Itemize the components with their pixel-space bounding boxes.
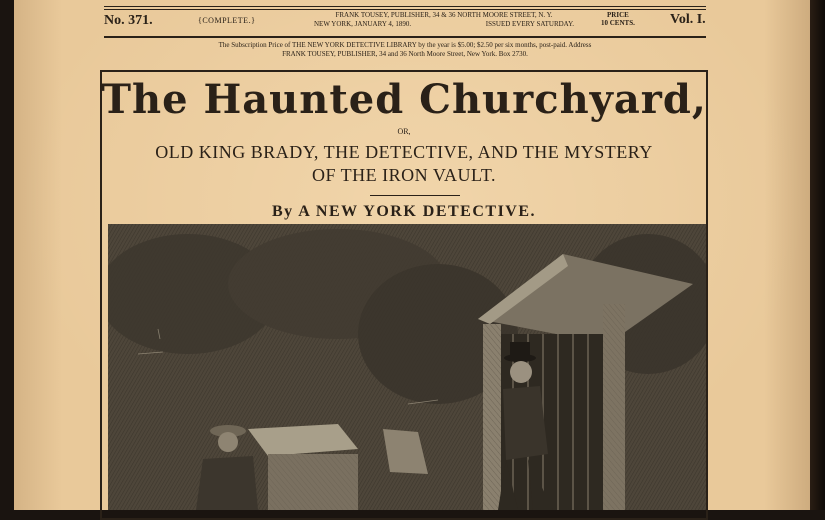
subtitle-line-1: OLD KING BRADY, THE DETECTIVE, AND THE MYSTERY [155, 142, 653, 162]
story-subtitle [100, 141, 708, 187]
price-label: PRICE [607, 11, 629, 19]
subscription-line-2: FRANK TOUSEY, PUBLISHER, 34 and 36 North Moore Street, New York. Box 2730. [282, 50, 528, 58]
top-strip-text [275, 0, 545, 5]
title-or: OR, [397, 127, 411, 136]
price-box [601, 11, 635, 27]
publisher-line: FRANK TOUSEY, PUBLISHER, 34 & 36 NORTH MOORE STREET, N. Y. [335, 11, 553, 19]
issue-number: No. 371. [104, 13, 153, 28]
complete-label: {COMPLETE.} [198, 16, 256, 25]
subscription-notice [104, 41, 706, 59]
masthead-rule-bottom [104, 36, 706, 38]
subscription-line-1: The Subscription Price of THE NEW YORK DETECTIVE LIBRARY by the year is $5.00; $2.50 per six months, post-paid. Address [218, 41, 592, 49]
story-title: The Haunted Churchyard, [101, 76, 707, 123]
top-rule [104, 6, 706, 7]
masthead [104, 10, 706, 34]
date-line: NEW YORK, JANUARY 4, 1890. [314, 20, 412, 28]
volume-number: Vol. I. [670, 12, 706, 27]
engraving-illustration [108, 224, 706, 510]
publisher-info [304, 11, 584, 29]
cover-illustration [108, 224, 706, 510]
story-byline: By A NEW YORK DETECTIVE. [271, 203, 537, 220]
issued-line: ISSUED EVERY SATURDAY. [485, 20, 574, 28]
binding-edge [810, 0, 825, 510]
byline-divider [370, 195, 460, 196]
subtitle-line-2: OF THE IRON VAULT. [311, 165, 497, 185]
price-value: 10 CENTS. [601, 19, 635, 27]
